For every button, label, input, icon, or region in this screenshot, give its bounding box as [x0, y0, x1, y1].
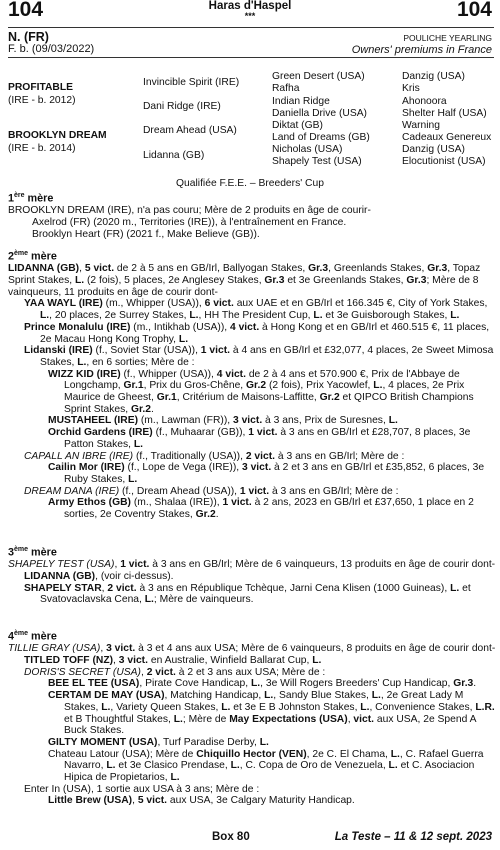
- lot-number: 104: [8, 0, 44, 21]
- produce-line: Brooklyn Heart (FR) (2021 f., Make Believe (GB)).: [32, 228, 260, 240]
- section-fourth-dam: [8, 628, 496, 807]
- pedigree-gen4: Elocutionist (USA): [402, 156, 486, 167]
- section-title: 1ère mère: [8, 192, 54, 205]
- dam-name: BROOKLYN DREAM: [8, 130, 107, 141]
- horse-description: F. b. (09/03/2022): [8, 43, 95, 55]
- pedigree-gen3: Green Desert (USA): [272, 71, 365, 82]
- pedigree-gen3: Daniella Drive (USA): [272, 108, 367, 119]
- pedigree-gen4: Kris: [402, 83, 420, 94]
- third-dam-text: SHAPELY TEST (USA), 1 vict. à 3 ans en GB/Irl; Mère de 6 vainqueurs, 13 produits en âge de courir dont- LIDANNA (GB), (voir ci-dessus). SHAPELY STAR, 2 vict. à 3 ans en République Tchèque, Jarni Cena Klisen (1000 Guineas), L. et Svatovaclavska Cena, L.; Mère de vainqueurs.: [8, 559, 496, 606]
- sale-info: La Teste – 11 & 12 sept. 2023: [334, 831, 492, 843]
- sire-name: PROFITABLE: [8, 82, 74, 93]
- pedigree-gen4: Cadeaux Genereux: [402, 132, 492, 143]
- pedigree-gen4: Ahonoora: [402, 96, 447, 107]
- pedigree-gen3: Land of Dreams (GB): [272, 132, 370, 143]
- pedigree-gen4: Danzig (USA): [402, 71, 465, 82]
- section-third-dam: [8, 544, 496, 606]
- section-title: 2ème mère: [8, 250, 57, 263]
- dam-line: BROOKLYN DREAM (IRE), n'a pas couru; Mère de 2 produits en âge de courir-: [8, 205, 371, 217]
- consignor: Haras d'Haspel: [208, 0, 292, 12]
- qualification: Qualifiée F.E.E. – Breeders' Cup: [176, 178, 324, 189]
- dam-info: (IRE - b. 2014): [8, 143, 76, 154]
- second-dam-text: LIDANNA (GB), 5 vict. de 2 à 5 ans en GB/Irl, Ballyogan Stakes, Gr.3, Greenlands Stakes, Gr.3, Topaz Sprint Stakes, L. (2 fois), 5 places, 2e Anglesey Stakes, Gr.3 et 3e Greenlands Stakes, Gr.3; Mère de 8 vainqueurs, 11 produits en âge de courir dont- YAA WAYL (IRE) (m., Whipper (USA)), 6 vict. aux UAE et en GB/Irl et 166.345 €, City of York Stakes, L., 20 places, 2e Surrey Stakes, L., HH The President Cup, L. et 3e Guisborough Stakes, L. Prince Monalulu (IRE) (m., Intikhab (USA)), 4 vict. à Hong Kong et en GB/Irl et 460.515 €, 11 places, 2e Macau Hong Kong Trophy, L. Lidanski (IRE) (f., Soviet Star (USA)), 1 vict. à 4 ans en GB/Irl et £32,077, 4 places, 2e Sweet Mimosa Stakes, L., en 6 sorties; Mère de : WIZZ KID (IRE) (f., Whipper (USA)), 4 vict. de 2 à 4 ans et 570.900 €, Prix de l'Abbaye de Longchamp, Gr.1, Prix du Gros-Chêne, Gr.2 (2 fois), Prix Yacowlef, L., 4 places, 2e Prix Maurice de Gheest, Gr.1, Critérium de Maisons-Laffitte, Gr.2 et QIPCO British Champions Sprint Stakes, Gr.2. MUSTAHEEL (IRE) (m., Lawman (FR)), 3 vict. à 3 ans, Prix de Suresnes, L. Orchid Gardens (IRE) (f., Muhaarar (GB)), 1 vict. à 3 ans en GB/Irl et £28,707, 8 places, 3e Patton Stakes, L. CAPALL AN IBRE (IRE) (f., Traditionally (USA)), 2 vict. à 3 ans en GB/Irl; Mère de : Cailin Mor (IRE) (f., Lope de Vega (IRE)), 3 vict. à 2 et 3 ans en GB/Irl et £35,852, 6 places, 3e Ruby Stakes, L. DREAM DANA (IRE) (f., Dream Ahead (USA)), 1 vict. à 3 ans en GB/Irl; Mère de : Army Ethos (GB) (m., Shalaa (IRE)), 1 vict. à 2 ans, 2023 en GB/Irl et £37,650, 1 place en 2 sorties, 2e Coventry Stakes, Gr.2.: [8, 263, 494, 521]
- box-number: Box 80: [212, 831, 250, 843]
- pedigree-gen4: Danzig (USA): [402, 144, 465, 155]
- premiums: Owners' premiums in France: [351, 44, 492, 56]
- section-second-dam: [8, 248, 496, 521]
- fourth-dam-text: TILLIE GRAY (USA), 3 vict. à 3 et 4 ans aux USA; Mère de 6 vainqueurs, 8 produits en âge de courir dont- TITLED TOFF (NZ), 3 vict. en Australie, Winfield Ballarat Cup, L. DORIS'S SECRET (USA), 2 vict. à 2 et 3 ans aux USA; Mère de : BEE EL TEE (USA), Pirate Cove Handicap, L., 3e Will Rogers Breeders' Cup Handicap, Gr.3. CERTAM DE MAY (USA), Matching Handicap, L., Sandy Blue Stakes, L., 2e Great Lady M Stakes, L., Variety Queen Stakes, L. et 3e E B Johnston Stakes, L., Convenience Stakes, L.R. et B Thoughtful Stakes, L.; Mère de May Expectations (USA), vict. aux USA, 2e Spend A Buck Stakes. GILTY MOMENT (USA), Turf Paradise Derby, L. Chateau Latour (USA); Mère de Chiquillo Hector (VEN), 2e C. El Chama, L., C. Rafael Guerra Navarro, L. et 3e Clasico Prendase, L., C. Copa de Oro de Venezuela, L. et C. Asociacion Hipica de Propietarios, L. Enter In (USA), 1 sortie aux USA à 3 ans; Mère de : Little Brew (USA), 5 vict. aux USA, 3e Calgary Maturity Handicap.: [8, 643, 496, 807]
- horse-name: N. (FR): [8, 30, 49, 44]
- pedigree-gen3: Rafha: [272, 83, 300, 94]
- section-title: 4ème mère: [8, 630, 57, 643]
- pedigree-gen3: Diktat (GB): [272, 120, 323, 131]
- sire-info: (IRE - b. 2012): [8, 95, 76, 106]
- pedigree-gen2: Invincible Spirit (IRE): [143, 77, 240, 88]
- pedigree-gen3: Indian Ridge: [272, 96, 330, 107]
- pedigree-gen4: Shelter Half (USA): [402, 108, 487, 119]
- pedigree-gen2: Lidanna (GB): [143, 150, 205, 161]
- horse-category: POULICHE YEARLING: [403, 33, 492, 43]
- pedigree-gen4: Warning: [402, 120, 440, 131]
- pedigree-gen3: Shapely Test (USA): [272, 156, 362, 167]
- section-title: 3ème mère: [8, 546, 57, 559]
- consignor-stars: ***: [244, 11, 256, 21]
- section-first-dam: [8, 190, 496, 240]
- lot-number-right: 104: [456, 0, 492, 21]
- pedigree-gen2: Dream Ahead (USA): [143, 125, 237, 136]
- pedigree-rule: [8, 57, 494, 58]
- pedigree-gen3: Nicholas (USA): [272, 144, 343, 155]
- header-rule: [8, 27, 494, 28]
- pedigree-gen2: Dani Ridge (IRE): [143, 101, 221, 112]
- produce-line: Axelrod (FR) (2020 m., Territories (IRE)), à l'entraînement en France.: [32, 217, 347, 228]
